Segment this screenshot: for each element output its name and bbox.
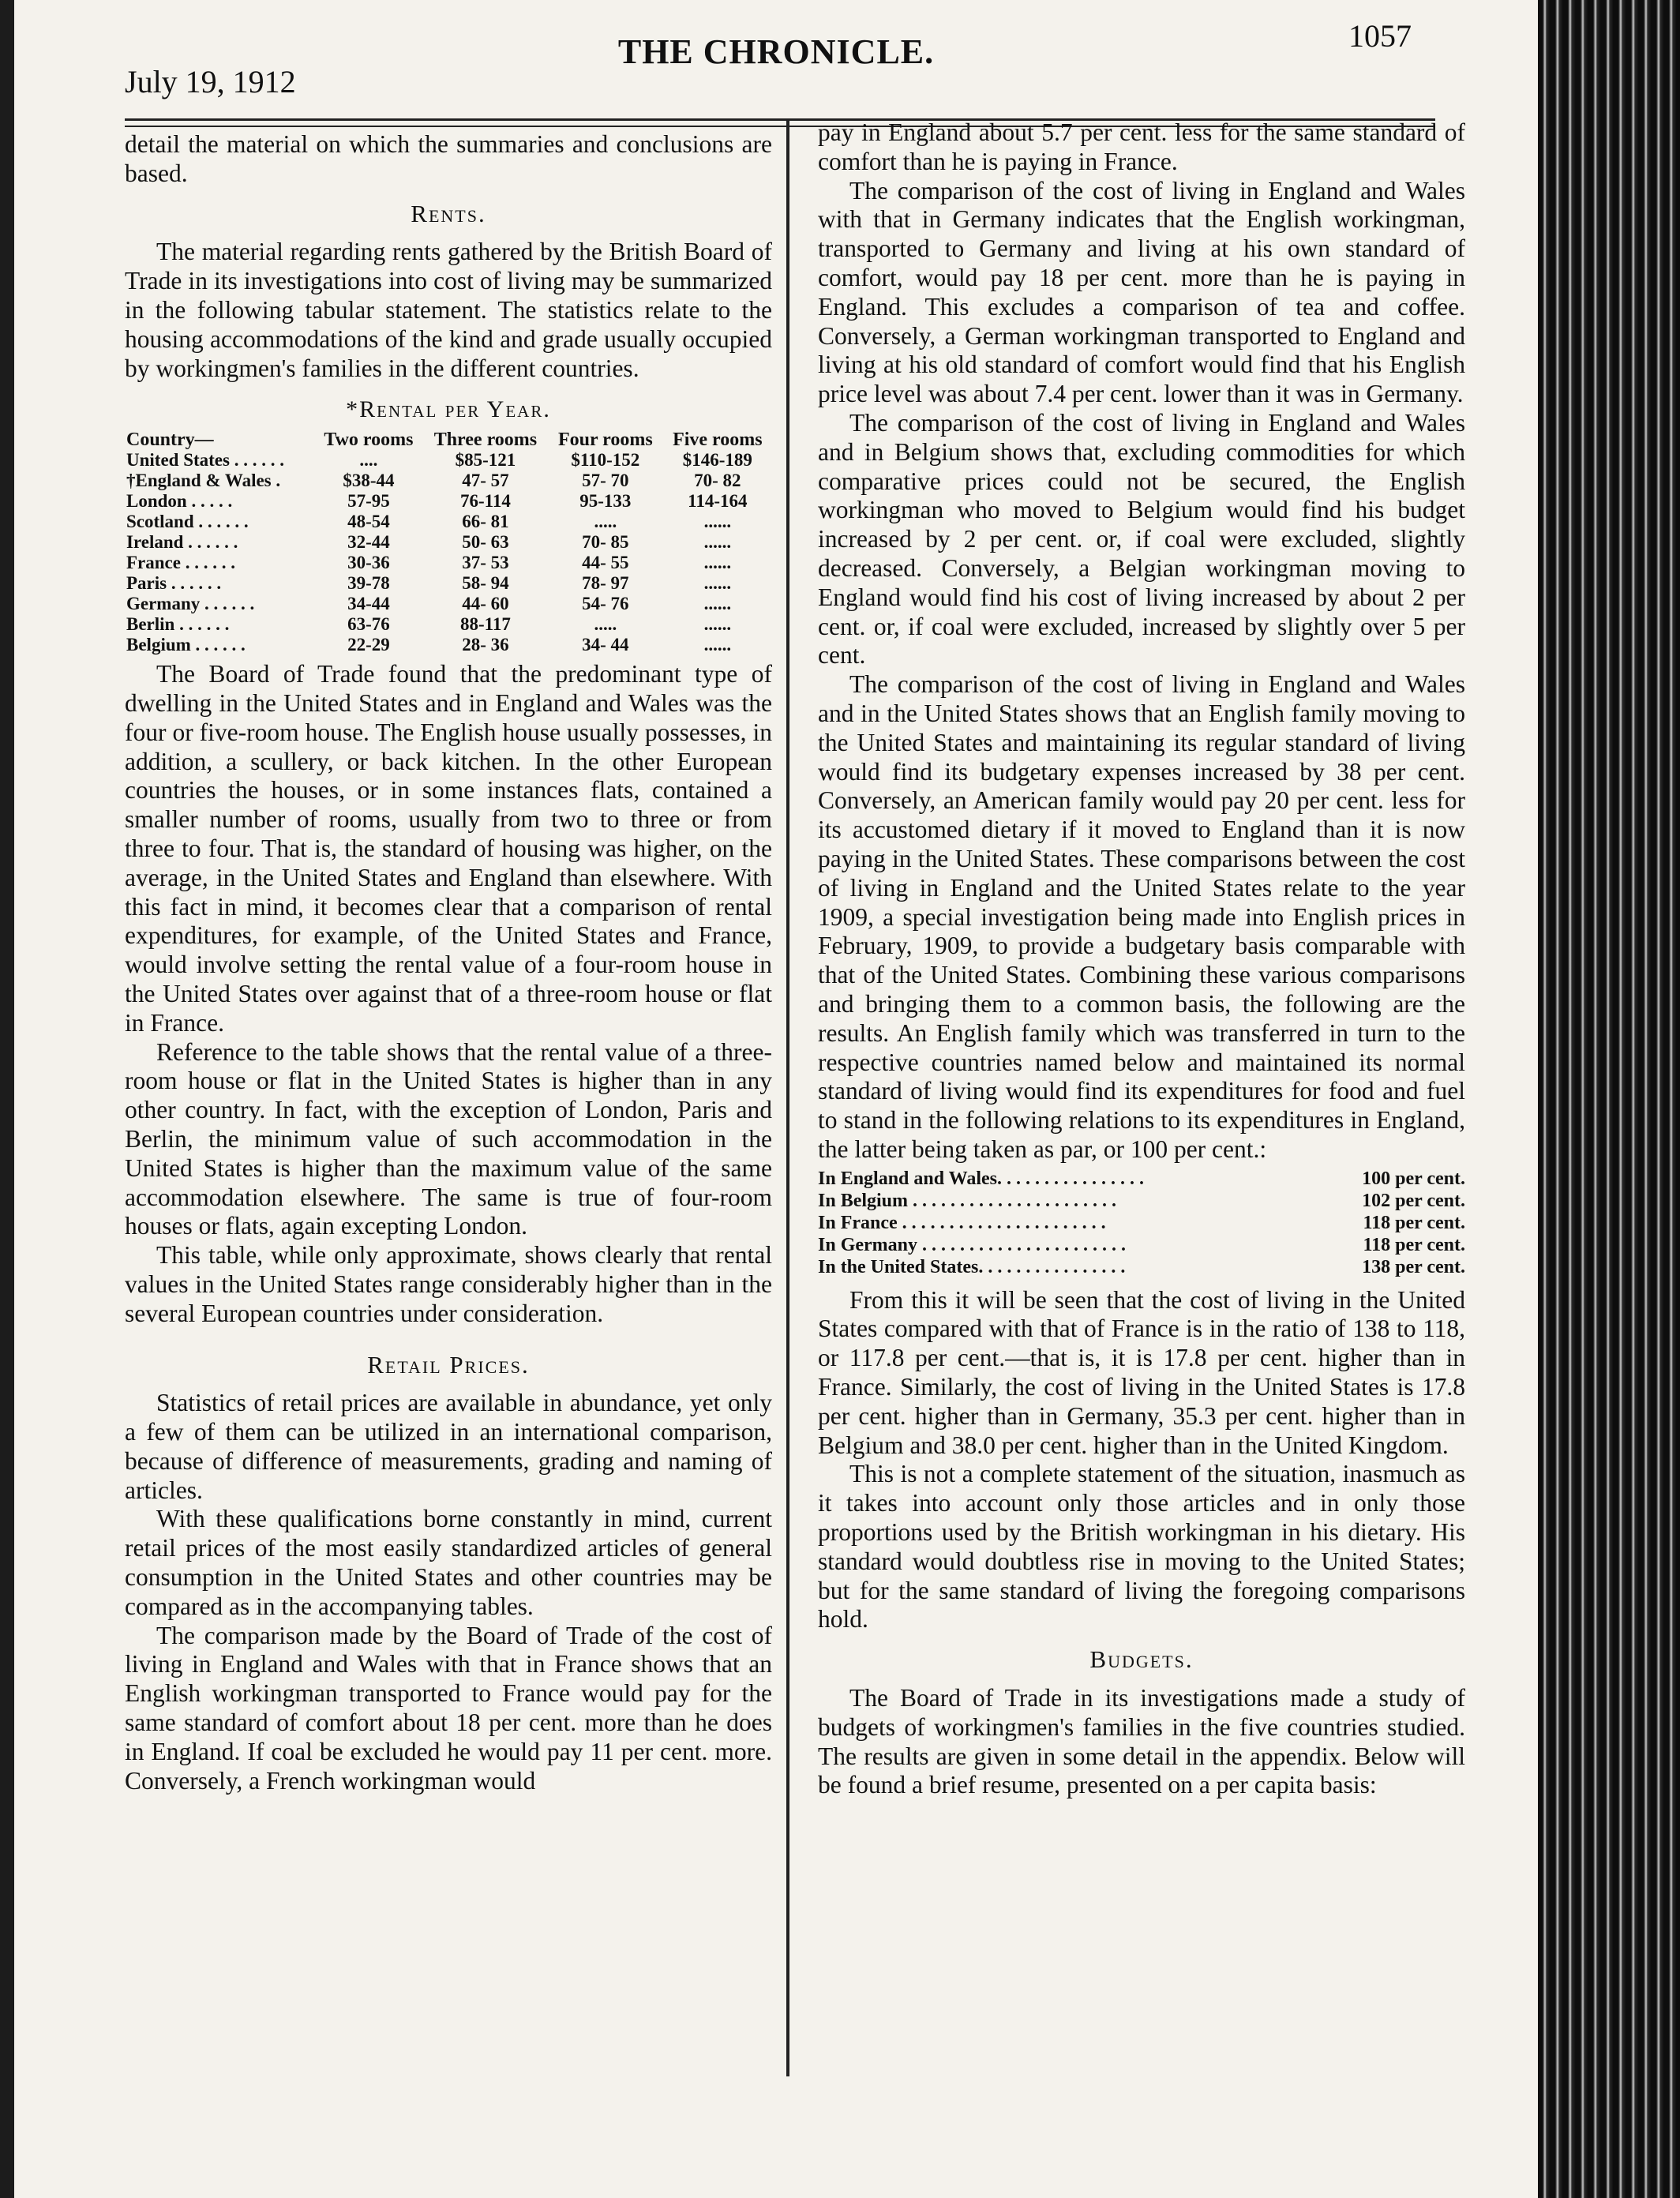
rental-cell-country: †England & Wales .	[126, 471, 281, 491]
rental-cell-four: 78- 97	[582, 573, 629, 594]
rental-cell-three: 37- 53	[462, 553, 509, 573]
rental-cell-four: 54- 76	[582, 594, 629, 614]
rental-cell-five: ......	[703, 573, 732, 594]
left-para-board: The Board of Trade found that the predominant type of dwelling in the United States and in England and Wales was the four or five-room house. The English house usually possesses, in addition, a scullery, or back kitchen. In the other European countries the houses, or in some instances flats, contained a smaller number of rooms, usually from two to three or from three to four. That is, the standard of housing was higher, on the average, in the United States and England than elsewhere. With this fact in mind, it becomes clear that a comparison of rental expenditures, for example, of the United States and France, would involve setting the rental value of a four-room house in the United States over against that of a three-room house or flat in France.	[125, 660, 772, 1037]
right-para-germany: The comparison of the cost of living in England and Wales with that in Germany indicates that the English workingman, transported to Germany and living at his own standard of comfort, would pay 18 per cent. more than he is paying in England. This excludes a comparison of tea and coffee. Conversely, a German workingman transported to England and living at his old standard of comfort would find that his English price level was about 7.4 per cent. lower than it was in Germany.	[818, 176, 1465, 408]
rental-cell-two: $38-44	[343, 471, 395, 491]
comparison-label: In England and Wales. . . . . . . . . . . . . . . .	[818, 1168, 1145, 1189]
comparison-label: In France . . . . . . . . . . . . . . . . . . . . . .	[818, 1212, 1106, 1233]
rental-header-five: Five rooms	[673, 429, 763, 451]
comparison-row	[818, 1256, 1465, 1278]
rental-cell-two: 22-29	[347, 635, 390, 655]
right-para-belgium: The comparison of the cost of living in England and Wales and in Belgium shows that, excluding commodities for which comparative prices could not be secured, the English workingman who moved to Belgium would find his budget increased by 2 per cent. or, if coal were excluded, slightly decreased. Conversely, a Belgian workingman moving to England would find his cost of living increased by about 2 per cent. or, if coal were excluded, increased by slightly over 5 per cent.	[818, 408, 1465, 670]
rental-cell-three: 50- 63	[462, 532, 509, 553]
comparison-row	[818, 1212, 1465, 1234]
comparison-value: 138 per cent.	[1362, 1256, 1465, 1277]
right-para-continued: pay in England about 5.7 per cent. less for the same standard of comfort than he is paying in France.	[818, 118, 1465, 175]
rental-table-row	[125, 594, 772, 614]
rental-cell-four: .....	[594, 614, 617, 635]
rental-cell-five: 114-164	[688, 491, 748, 512]
left-para-statistics: Statistics of retail prices are available in abundance, yet only a few of them can be utilized in an international comparison, because of difference of measurements, grading and naming of articles.	[125, 1389, 772, 1504]
rental-cell-country: United States . . . . . .	[126, 450, 284, 471]
rental-cell-two: 32-44	[347, 532, 390, 553]
rental-table-row	[125, 450, 772, 471]
comparison-table	[818, 1168, 1465, 1278]
rental-table-row	[125, 471, 772, 491]
rental-cell-four: 57- 70	[582, 471, 629, 491]
rental-cell-country: Germany . . . . . .	[126, 594, 255, 614]
right-para-budgets: The Board of Trade in its investigations made a study of budgets of workingmen's families in the five countries studied. The results are given in some detail in the appendix. Below will be found a brief resume, presented on a per capita basis:	[818, 1684, 1465, 1799]
rental-table-row	[125, 491, 772, 512]
column-divider	[786, 118, 789, 2076]
rental-cell-three: 58- 94	[462, 573, 509, 594]
rental-table	[125, 429, 772, 655]
rental-cell-five: 70- 82	[694, 471, 741, 491]
header-page-number: 1057	[1348, 18, 1412, 54]
rental-cell-four: 44- 55	[582, 553, 629, 573]
rental-cell-two: 30-36	[347, 553, 390, 573]
rental-table-row	[125, 532, 772, 553]
left-para-rents: The material regarding rents gathered by the British Board of Trade in its investigations into cost of living may be summarized in the following tabular statement. The statistics relate to the housing accommodations of the kind and grade usually occupied by workingmen's families in the different countries.	[125, 238, 772, 382]
comparison-value: 100 per cent.	[1362, 1168, 1465, 1189]
left-para-intro: detail the material on which the summaries and conclusions are based.	[125, 130, 772, 187]
right-para-from-this: From this it will be seen that the cost of living in the United States compared with that of France is in the ratio of 138 to 118, or 117.8 per cent.—that is, it is 17.8 per cent. higher than in France. Similarly, the cost of living in the United States is 17.8 per cent. higher than in Germany, 35.3 per cent. higher than in Belgium and 38.0 per cent. higher than in the United Kingdom.	[818, 1285, 1465, 1459]
rental-cell-two: 57-95	[347, 491, 390, 512]
rental-table-row	[125, 512, 772, 532]
rental-cell-five: ......	[703, 512, 732, 532]
rental-table-row	[125, 573, 772, 594]
rental-table-row	[125, 635, 772, 655]
comparison-row	[818, 1168, 1465, 1190]
rental-cell-country: Scotland . . . . . .	[126, 512, 249, 532]
rental-cell-five: ......	[703, 614, 732, 635]
rental-table-header-row	[125, 429, 772, 450]
comparison-label: In the United States. . . . . . . . . . . . . . . .	[818, 1256, 1126, 1277]
rental-cell-country: Paris . . . . . .	[126, 573, 222, 594]
rental-cell-country: London . . . . .	[126, 491, 233, 512]
rental-cell-four: 70- 85	[582, 532, 629, 553]
comparison-value: 102 per cent.	[1362, 1190, 1465, 1211]
rental-cell-four: .....	[594, 512, 617, 532]
left-para-comparison: The comparison made by the Board of Trade of the cost of living in England and Wales with that in France shows that an English workingman transported to France would pay for the same standard of comfort about 18 per cent. more than he does in England. If coal be excluded he would pay 11 per cent. more. Conversely, a French workingman would	[125, 1621, 772, 1795]
rental-cell-four: 95-133	[579, 491, 632, 512]
rental-cell-three: 28- 36	[462, 635, 509, 655]
rental-cell-three: 44- 60	[462, 594, 509, 614]
right-column	[818, 118, 1465, 1800]
rental-table-title: *Rental per Year.	[346, 396, 551, 423]
rental-cell-three: $85-121	[455, 450, 516, 471]
rental-cell-three: 88-117	[459, 614, 511, 635]
book-page-edge	[1538, 0, 1680, 2198]
right-para-not-complete: This is not a complete statement of the situation, inasmuch as it takes into account only those articles and in only those proportions used by the British workingman in his dietary. His standard would doubtless rise in moving to the United States; but for the same standard of living the foregoing comparisons hold.	[818, 1460, 1465, 1633]
rental-cell-three: 66- 81	[462, 512, 509, 532]
rental-header-two: Two rooms	[324, 429, 414, 451]
right-para-united-states: The comparison of the cost of living in England and Wales and in the United States shows that an English family moving to the United States and maintaining its regular standard of living would find its budgetary expenses increased by 38 per cent. Conversely, an American family would pay 20 per cent. less for its accustomed dietary if it moved to England than it is now paying in the United States. These comparisons between the cost of living in England and the United States relate to the year 1909, a special investigation being made into English prices in February, 1909, to provide a budgetary basis comparable with that of the United States. Combining these various comparisons and bringing them to a common basis, the following are the results. An English family which was transferred in turn to the respective countries named below and maintained its normal standard of living would find its expenditures for food and fuel to stand in the following relations to its expenditures in England, the latter being taken as par, or 100 per cent.:	[818, 670, 1465, 1163]
rental-cell-two: 63-76	[347, 614, 390, 635]
heading-rents: Rents.	[411, 199, 486, 227]
rental-cell-five: ......	[703, 553, 732, 573]
heading-budgets: Budgets.	[1089, 1645, 1194, 1674]
rental-cell-four: 34- 44	[582, 635, 629, 655]
rental-cell-five: ......	[703, 635, 732, 655]
comparison-value: 118 per cent.	[1363, 1212, 1465, 1233]
left-para-table-note: This table, while only approximate, shows clearly that rental values in the United States range considerably higher than in the several European countries under consideration.	[125, 1241, 772, 1327]
rental-header-four: Four rooms	[557, 429, 653, 451]
rental-table-row	[125, 614, 772, 635]
header-title: THE CHRONICLE.	[617, 32, 935, 71]
rental-cell-two: 48-54	[347, 512, 390, 532]
rental-cell-country: Ireland . . . . . .	[126, 532, 238, 553]
comparison-row	[818, 1234, 1465, 1256]
comparison-label: In Belgium . . . . . . . . . . . . . . . . . . . . . .	[818, 1190, 1117, 1211]
comparison-label: In Germany . . . . . . . . . . . . . . . . . . . . . .	[818, 1234, 1126, 1255]
rental-cell-three: 47- 57	[462, 471, 509, 491]
rental-header-three: Three rooms	[433, 429, 538, 451]
rental-cell-four: $110-152	[571, 450, 640, 471]
page	[14, 0, 1538, 2198]
comparison-value: 118 per cent.	[1363, 1234, 1465, 1255]
left-para-qualifications: With these qualifications borne constantly in mind, current retail prices of the most easily standardized articles of general consumption in the United States and other countries may be compared as in the accompanying tables.	[125, 1505, 772, 1620]
left-para-reference: Reference to the table shows that the rental value of a three-room house or flat in the United States is higher than in any other country. In fact, with the exception of London, Paris and Berlin, the minimum value of such accommodation in the United States is higher than the maximum value of the same accommodation elsewhere. The same is true of four-room houses or flats, again excepting London.	[125, 1037, 772, 1240]
left-column	[125, 130, 772, 1795]
heading-retail-prices: Retail Prices.	[367, 1350, 530, 1378]
rental-cell-five: $146-189	[682, 450, 752, 471]
comparison-row	[818, 1190, 1465, 1212]
rental-cell-country: Berlin . . . . . .	[126, 614, 230, 635]
rental-header-country: Country—	[126, 429, 214, 451]
header-date: July 19, 1912	[125, 64, 296, 99]
rental-cell-country: France . . . . . .	[126, 553, 235, 573]
rental-table-row	[125, 553, 772, 573]
rental-cell-three: 76-114	[459, 491, 511, 512]
rental-cell-five: ......	[703, 594, 732, 614]
rental-cell-two: 34-44	[347, 594, 390, 614]
rental-cell-two: ....	[359, 450, 378, 471]
rental-cell-country: Belgium . . . . . .	[126, 635, 246, 655]
rental-cell-two: 39-78	[347, 573, 390, 594]
rental-cell-five: ......	[703, 532, 732, 553]
